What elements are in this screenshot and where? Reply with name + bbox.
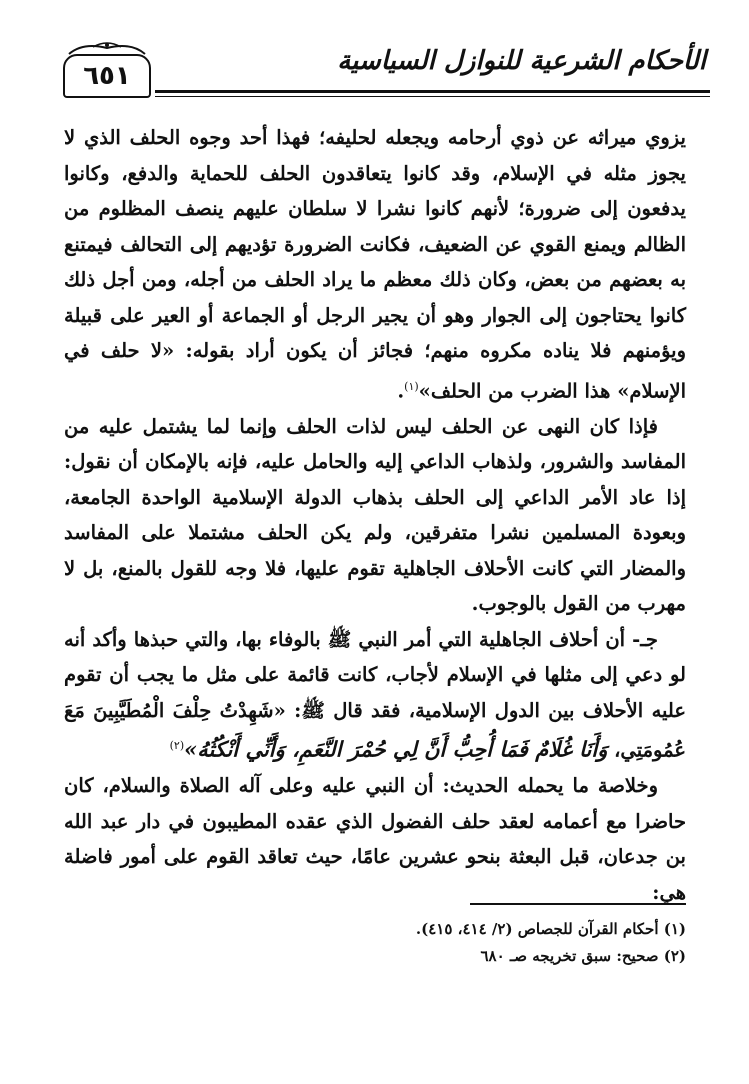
footnote-marker[interactable]: (٢) bbox=[169, 739, 185, 752]
text-line: الأحلاف بين الدول الإسلامية، فقد قال ﷺ: «شَهِدْتُ حِلْفَ الْمُطَيَّبِينَ مَعَ عُمُومَتِي، bbox=[64, 698, 686, 762]
text-line: الضرورة تؤديهم إلى التحالف فيمتنع به بعضهم من بعض، وكان ذلك معظم ما يراد الحلف bbox=[64, 232, 687, 291]
main-text bbox=[64, 120, 686, 910]
header-rule bbox=[155, 90, 710, 93]
book-title: الأحكام الشرعية للنوازل السياسية bbox=[337, 46, 706, 76]
paragraph-4 bbox=[64, 768, 686, 910]
text-line: تقوم عليها، فلا وجه للقول بالمنع، بل لا مهرب من القول بالوجوب. bbox=[64, 556, 686, 615]
footnote-marker[interactable]: (١) bbox=[404, 379, 419, 393]
text-line: جـ- أن أحلاف الجاهلية التي أمر النبي ﷺ بالوفاء بها، والتي حبذها وأكد أنه لو bbox=[64, 627, 686, 686]
hadith-quote: وَأَنَا غُلَامٌ فَمَا أُحِبُّ أَنَّ لِي حُمْرَ النَّعَمِ، وَأَنِّي أَنْكُثُهُ» bbox=[184, 736, 608, 762]
footnotes bbox=[64, 916, 686, 970]
paragraph-1: يزوي ميراثه عن ذوي أرحامه ويجعله لحليفه؛ فهذا أحد وجوه الحلف الذي لا يجوز مثله في الإسلام، وقد كانوا يتعاقدون الحلف للحماية والدفع، وكانوا يدفعون إلى ضرورة؛ لأنهم كانوا نشرا لا سلطان عليهم ينصف المظلوم من الظالم ويمنع القوي عن الضعيف، فكانت الضرورة تؤديهم إلى التحالف فيمتنع به بعضهم من بعض، وكان ذلك معظم ما يراد الحلف من أجله، ومن أجل ذلك كانوا يحتاجون إلى الجوار وهو أن يجير الرجل أو الجماعة أو العير على قبيلة ويؤمنهم فلا يناده مكروه منهم؛ فجائز أن يكون أراد بقوله: «لا حلف في الإسلام» هذا الضرب من الحلف»$^{(١)}$. bbox=[64, 126, 687, 402]
text-line: الداعي إلى الحلف بذهاب الدولة الإسلامية الواحدة الجامعة، وبعودة المسلمين نشرا bbox=[64, 485, 686, 544]
text-line: الإسلام، وقد كانوا يتعاقدون الحلف للحماية والدفع، وكانوا يدفعون إلى ضرورة؛ لأنهم bbox=[64, 161, 686, 220]
page-header bbox=[55, 40, 710, 100]
footnote-2: (٢) صحيح: سبق تخريجه صـ ٦٨٠ bbox=[480, 947, 686, 965]
text-line: البعثة بنحو عشرين عامًا، حيث تعاقد القوم على أمور فاضلة هي: bbox=[64, 845, 686, 904]
text-line: والشرور، ولذهاب الداعي إليه والحامل عليه، فإنه بالإمكان أن نقول: إذا عاد الأمر bbox=[64, 450, 686, 509]
text-line: مع أعمامه لعقد حلف الفضول الذي عقده المطيبون في دار عبد الله بن جدعان، قبل bbox=[64, 809, 686, 868]
footnote-1: (١) أحكام القرآن للجصاص (٢/ ٤١٤، ٤١٥). bbox=[415, 920, 686, 938]
paragraph-3 bbox=[64, 622, 686, 769]
text-line: هذا الضرب من الحلف» bbox=[418, 379, 611, 402]
text-line: وخلاصة ما يحمله الحديث: أن النبي عليه وعلى آله الصلاة والسلام، كان حاضرا bbox=[64, 774, 686, 833]
paragraph-2 bbox=[64, 409, 686, 622]
footnote-separator bbox=[470, 903, 686, 905]
text-line: كانوا نشرا لا سلطان عليهم ينصف المظلوم من الظالم ويمنع القوي عن الضعيف، فكانت bbox=[64, 197, 686, 256]
text-line: من أجله، ومن أجل ذلك كانوا يحتاجون إلى الجوار وهو أن يجير الرجل أو الجماعة أو العير bbox=[64, 268, 686, 327]
text-line: على قبيلة ويؤمنهم فلا يناده مكروه منهم؛ فجائز أن يكون أراد بقوله: «لا حلف في الإسلام» bbox=[64, 303, 686, 402]
text-line: متفرقين، ولم يكن الحلف مشتملا على المفاسد والمضار التي كانت الأحلاف الجاهلية bbox=[64, 521, 686, 580]
page-number: ٦٥١ bbox=[63, 54, 151, 98]
text-line: يزوي ميراثه عن ذوي أرحامه ويجعله لحليفه؛ فهذا أحد وجوه الحلف الذي لا يجوز مثله في bbox=[64, 126, 686, 185]
text-line: فإذا كان النهى عن الحلف ليس لذات الحلف وإنما لما يشتمل عليه من المفاسد bbox=[64, 414, 686, 473]
text-line: دعي إلى مثلها في الإسلام لأجاب، كانت قائمة على مثل ما يجب أن تقوم عليه bbox=[64, 663, 686, 722]
header-rule-thin bbox=[155, 96, 710, 97]
